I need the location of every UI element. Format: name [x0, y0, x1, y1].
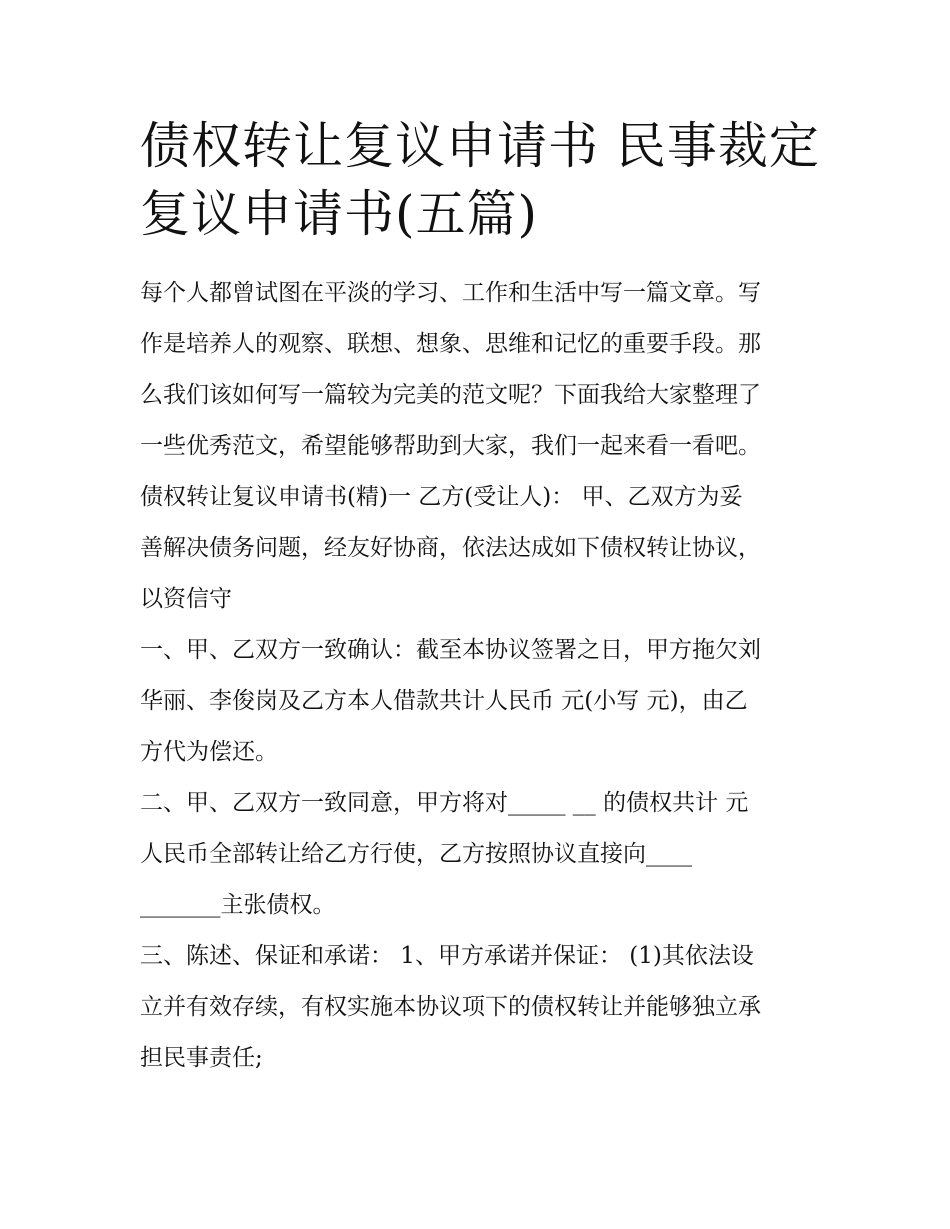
- text-line: 么我们该如何写一篇较为完美的范文呢？下面我给大家整理了: [140, 382, 761, 408]
- text-line: 二、甲、乙双方一致同意，甲方将对_____ __ 的债权共计 元: [140, 790, 749, 816]
- text-line: 人民币全部转让给乙方行使，乙方按照协议直接向____: [140, 841, 692, 867]
- text-line: _______主张债权。: [140, 892, 336, 918]
- title-line: 债权转让复议申请书 民事裁定: [140, 117, 820, 175]
- text-line: 担民事责任;: [140, 1045, 263, 1071]
- intro-paragraph: [140, 268, 816, 625]
- text-line: 方代为偿还。: [140, 739, 278, 765]
- text-line: 立并有效存续，有权实施本协议项下的债权转让并能够独立承: [140, 994, 761, 1020]
- clause-three-paragraph: [140, 931, 816, 1084]
- text-line: 债权转让复议申请书(精)一 乙方(受让人)： 甲、乙双方为妥: [140, 484, 743, 510]
- clause-one-paragraph: [140, 625, 816, 778]
- text-line: 一、甲、乙双方一致确认：截至本协议签署之日，甲方拖欠刘: [140, 637, 761, 663]
- text-line: 华丽、李俊岗及乙方本人借款共计人民币 元(小写 元)，由乙: [140, 688, 748, 714]
- clause-two-paragraph: [140, 778, 816, 931]
- text-line: 以资信守: [140, 586, 232, 612]
- text-line: 每个人都曾试图在平淡的学习、工作和生活中写一篇文章。写: [140, 280, 761, 306]
- text-line: 善解决债务问题，经友好协商，依法达成如下债权转让协议，: [140, 535, 761, 561]
- document-title: [140, 112, 820, 248]
- document-page: [140, 112, 820, 1084]
- text-line: 一些优秀范文，希望能够帮助到大家，我们一起来看一看吧。: [140, 433, 761, 459]
- title-line: 复议申请书(五篇): [140, 185, 539, 243]
- text-line: 三、陈述、保证和承诺： 1、甲方承诺并保证： (1)其依法设: [140, 943, 754, 969]
- text-line: 作是培养人的观察、联想、想象、思维和记忆的重要手段。那: [140, 331, 761, 357]
